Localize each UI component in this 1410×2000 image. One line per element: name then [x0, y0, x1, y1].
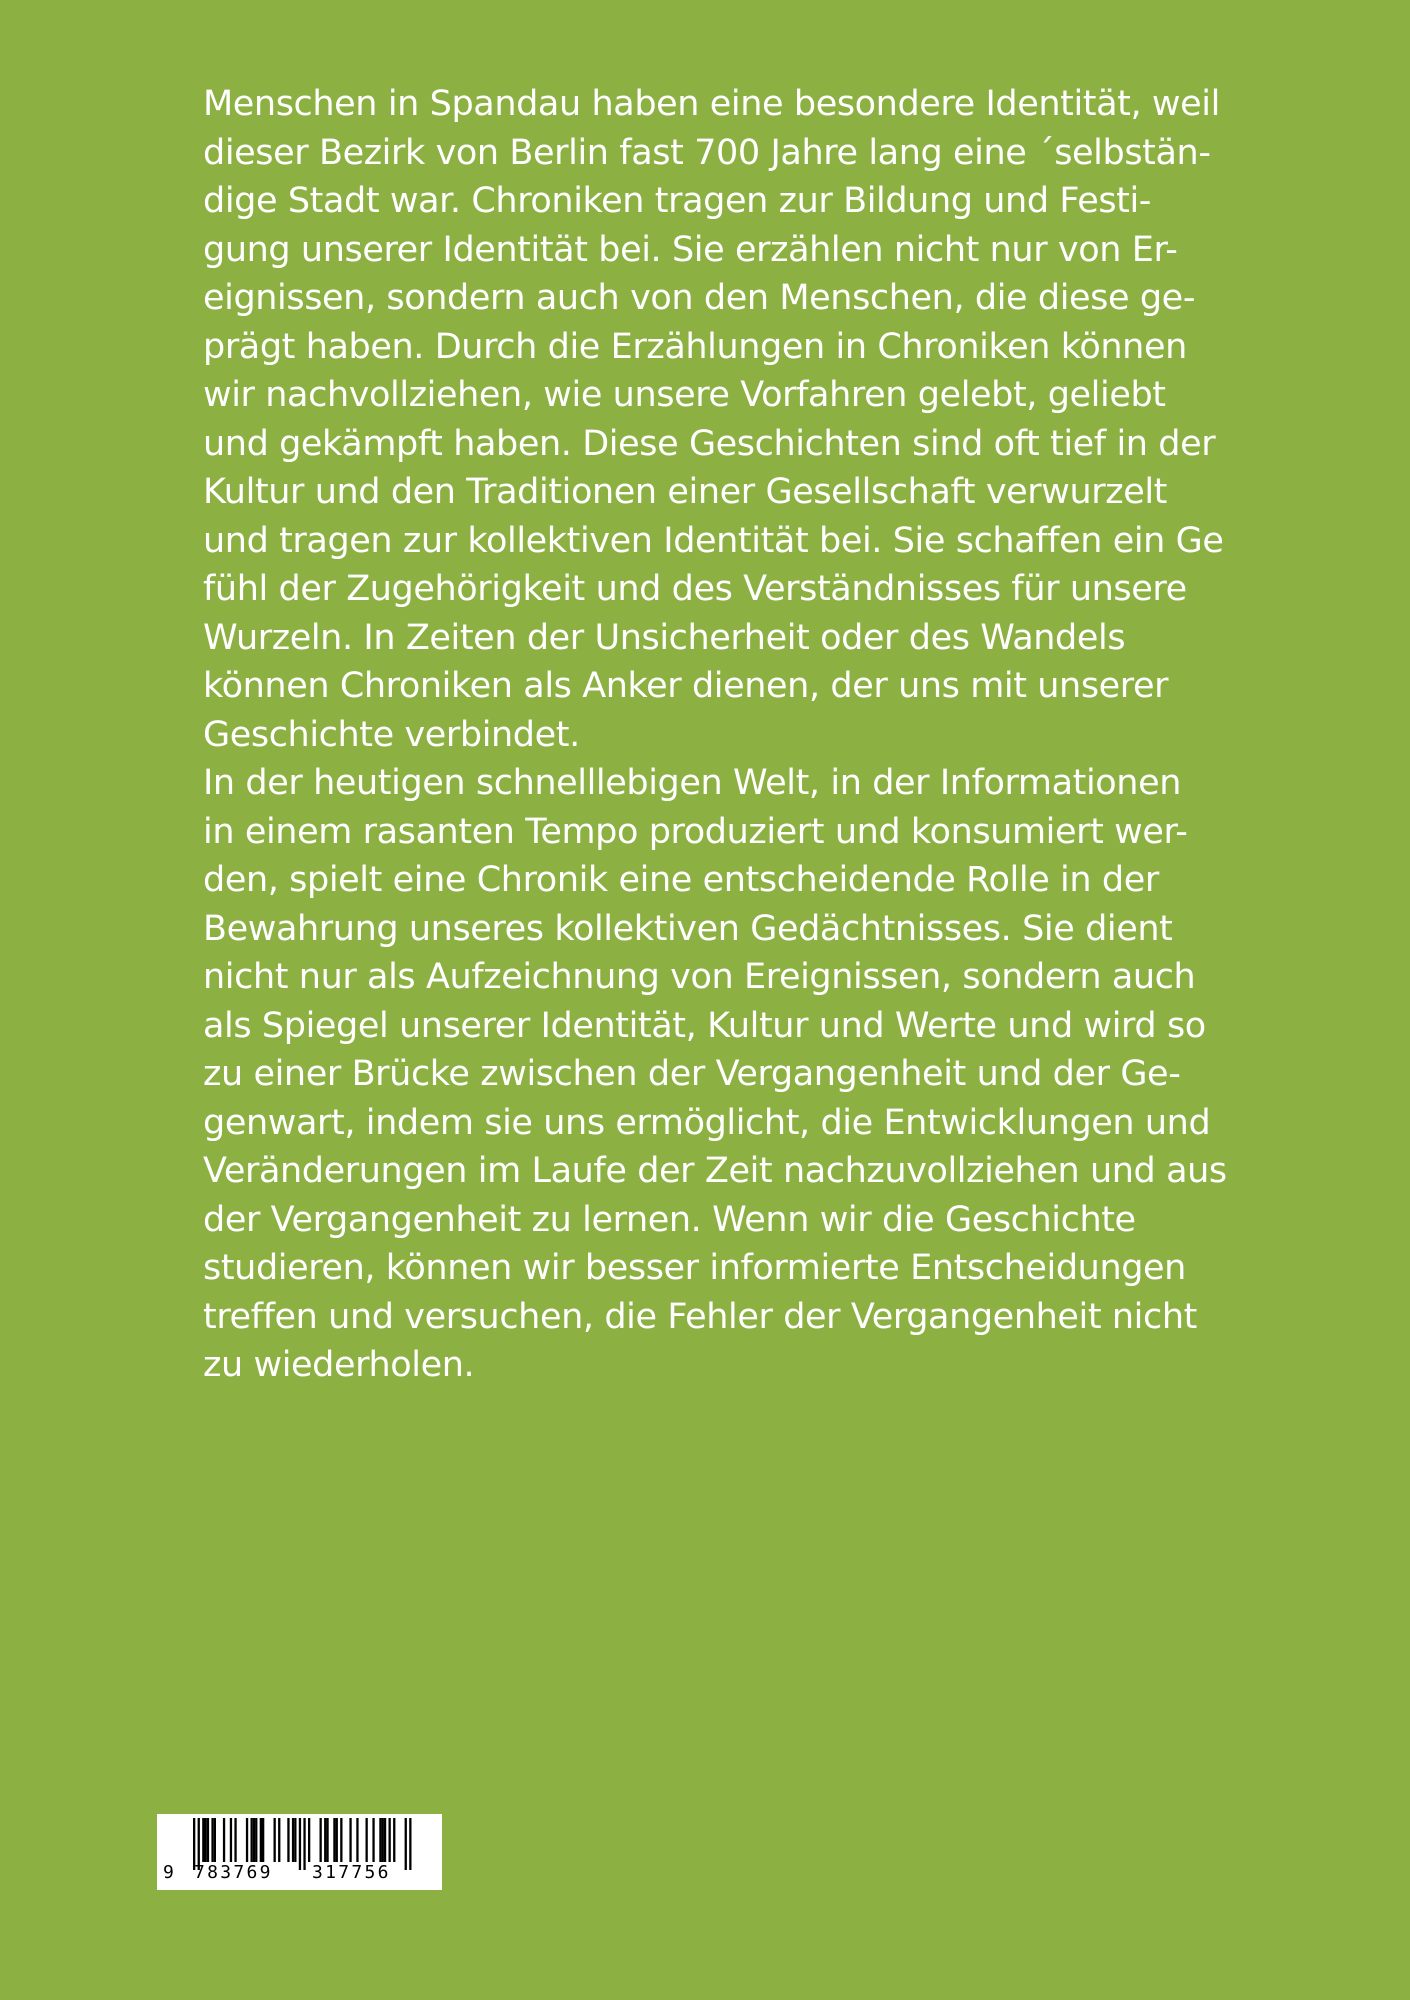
barcode-bar	[230, 1818, 232, 1862]
barcode-bar	[372, 1818, 374, 1862]
barcode-bar	[262, 1818, 264, 1862]
barcode-bar	[393, 1818, 395, 1862]
text-line: dige Stadt war. Chroniken tragen zur Bildung und Festi-	[203, 181, 1152, 221]
barcode-bar	[205, 1818, 207, 1862]
text-line: genwart, indem sie uns ermöglicht, die Entwicklungen und	[203, 1102, 1211, 1143]
text-line: fühl der Zugehörigkeit und des Verständnisses für unsere	[203, 569, 1187, 609]
text-line: und gekämpft haben. Diese Geschichten sind oft tief in der	[203, 423, 1216, 464]
text-line: zu wiederholen.	[203, 1345, 475, 1385]
barcode-bar	[336, 1818, 338, 1862]
barcode-bar	[255, 1818, 257, 1862]
barcode-bar	[234, 1818, 236, 1862]
barcode-bar	[202, 1818, 204, 1862]
text-line: als Spiegel unserer Identität, Kultur und Werte und wird so	[203, 1005, 1206, 1046]
text-line: dieser Bezirk von Berlin fast 700 Jahre lang eine ´selbstän-	[203, 132, 1211, 173]
barcode-bar	[260, 1818, 262, 1862]
barcode-bar	[278, 1818, 280, 1862]
text-line: wir nachvollziehen, wie unsere Vorfahren gelebt, geliebt	[203, 375, 1166, 415]
barcode-bar	[294, 1818, 296, 1862]
text-line: nicht nur als Aufzeichnung von Ereignissen, sondern auch	[203, 957, 1196, 997]
barcode-lead-digit: 9	[163, 1862, 174, 1883]
barcode-bar	[287, 1818, 289, 1862]
barcode-bar	[211, 1818, 213, 1862]
barcode-bar	[214, 1818, 216, 1862]
text-line: Wurzeln. In Zeiten der Unsicherheit oder des Wandels	[203, 617, 1126, 658]
barcode-bar	[333, 1818, 335, 1862]
text-line: Veränderungen im Laufe der Zeit nachzuvollziehen und aus	[203, 1151, 1227, 1191]
barcode-bar	[207, 1818, 209, 1862]
text-line: den, spielt eine Chronik eine entscheidende Rolle in der	[203, 860, 1159, 900]
text-line: Menschen in Spandau haben eine besondere Identität, weil	[203, 84, 1220, 124]
text-line: Bewahrung unseres kollektiven Gedächtnisses. Sie dient	[203, 908, 1173, 949]
text-line: zu einer Brücke zwischen der Vergangenheit und der Ge-	[203, 1054, 1181, 1094]
barcode-bar	[292, 1818, 294, 1862]
text-line: eignissen, sondern auch von den Menschen, die diese ge-	[203, 278, 1196, 318]
text-line: Kultur und den Traditionen einer Gesellschaft verwurzelt	[203, 472, 1168, 512]
barcode-bar	[308, 1818, 310, 1862]
barcode-bar	[253, 1818, 255, 1862]
barcode-digits	[157, 1862, 442, 1886]
barcode-bar	[366, 1818, 368, 1862]
barcode-bar	[223, 1818, 225, 1862]
text-line: In der heutigen schnelllebigen Welt, in der Informationen	[203, 763, 1181, 803]
barcode-bar	[349, 1818, 351, 1862]
barcode-bar	[246, 1818, 248, 1862]
barcode-bar	[379, 1818, 381, 1862]
barcode-bar	[324, 1818, 326, 1862]
text-line: können Chroniken als Anker dienen, der uns mit unserer	[203, 666, 1169, 706]
text-line: studieren, können wir besser informierte Entscheidungen	[203, 1248, 1186, 1288]
barcode-bar	[251, 1818, 253, 1862]
barcode-bar	[320, 1818, 322, 1862]
isbn-barcode	[157, 1814, 442, 1890]
barcode-bar	[389, 1818, 391, 1862]
text-line: Geschichte verbindet.	[203, 714, 580, 755]
barcode-right-digits: 317756	[312, 1862, 391, 1883]
text-line: der Vergangenheit zu lernen. Wenn wir die Geschichte	[203, 1199, 1136, 1240]
text-line: in einem rasanten Tempo produziert und konsumiert wer-	[203, 811, 1188, 852]
barcode-bar	[340, 1818, 342, 1862]
blurb-text	[203, 80, 1263, 1390]
barcode-bar	[382, 1818, 384, 1862]
barcode-bar	[384, 1818, 386, 1862]
text-line: und tragen zur kollektiven Identität bei. Sie schaffen ein Ge	[203, 520, 1224, 561]
barcode-bar	[356, 1818, 358, 1862]
text-line: gung unserer Identität bei. Sie erzählen nicht nur von Er-	[203, 229, 1178, 270]
barcode-left-digits: 783769	[194, 1862, 273, 1883]
barcode-bar	[326, 1818, 328, 1862]
barcode-bar	[274, 1818, 276, 1862]
text-line: treffen und versuchen, die Fehler der Vergangenheit nicht	[203, 1296, 1197, 1337]
text-line: prägt haben. Durch die Erzählungen in Chroniken können	[203, 326, 1187, 367]
